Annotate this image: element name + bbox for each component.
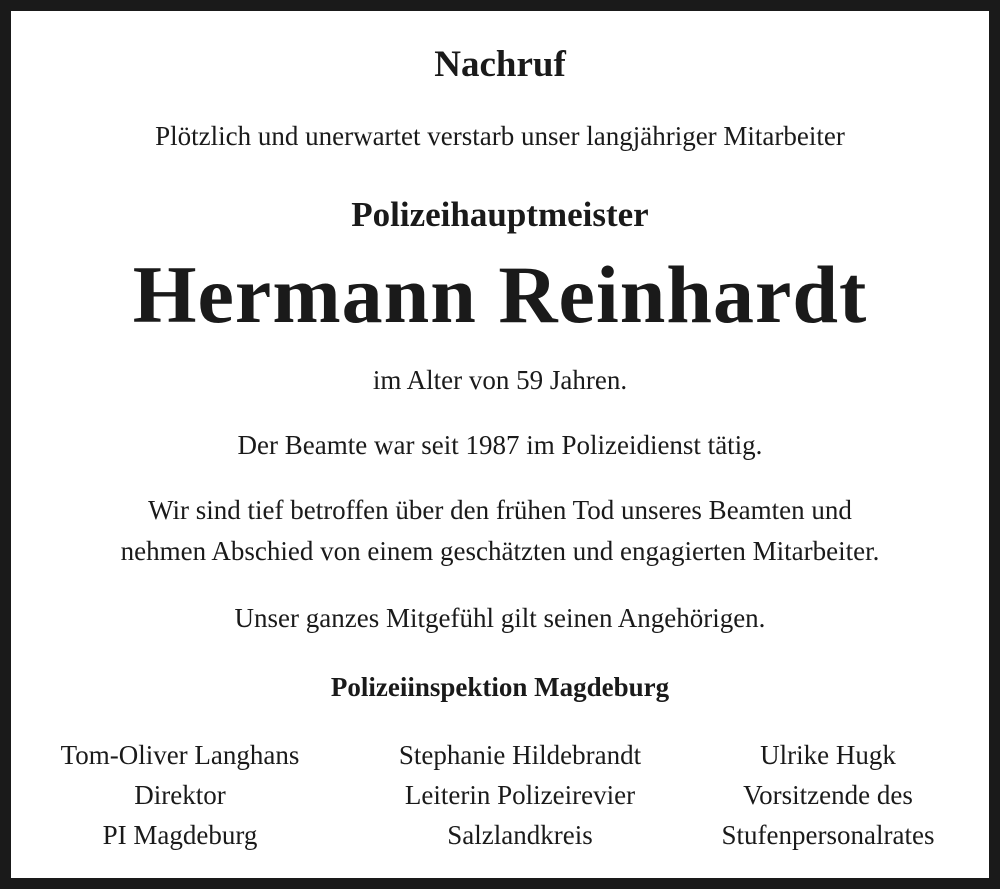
signer-name: Ulrike Hugk [760, 740, 896, 770]
signer-role: Salzlandkreis [447, 820, 593, 850]
age-text: im Alter von 59 Jahren. [372, 365, 628, 395]
signer [30, 735, 330, 855]
organization-name: Polizeiinspektion Magdeburg [330, 672, 670, 702]
intro-text: Plötzlich und unerwartet verstarb unser langjähriger Mitarbeiter [155, 121, 845, 151]
signer [678, 735, 978, 855]
rank-title: Polizeihauptmeister [351, 195, 649, 234]
signer-role: Leiterin Polizeirevier [404, 780, 636, 810]
signers-block [11, 735, 989, 860]
notice-title: Nachruf [434, 44, 566, 85]
deceased-name: Hermann Reinhardt [132, 249, 868, 340]
signer-name: Tom-Oliver Langhans [60, 740, 300, 770]
signer-name: Stephanie Hildebrandt [398, 740, 642, 770]
condolence-text-line-1: Wir sind tief betroffen über den frühen Tod unseres Beamten und [148, 495, 852, 525]
signer [370, 735, 670, 855]
signer-role: PI Magdeburg [102, 820, 258, 850]
signer-role: Direktor [134, 780, 226, 810]
signer-role: Stufenpersonalrates [721, 820, 935, 850]
signer-role: Vorsitzende des [743, 780, 913, 810]
service-text: Der Beamte war seit 1987 im Polizeidienst tätig. [237, 430, 763, 460]
sympathy-text: Unser ganzes Mitgefühl gilt seinen Angehörigen. [234, 603, 766, 633]
condolence-text-line-2: nehmen Abschied von einem geschätzten und engagierten Mitarbeiter. [120, 536, 880, 566]
